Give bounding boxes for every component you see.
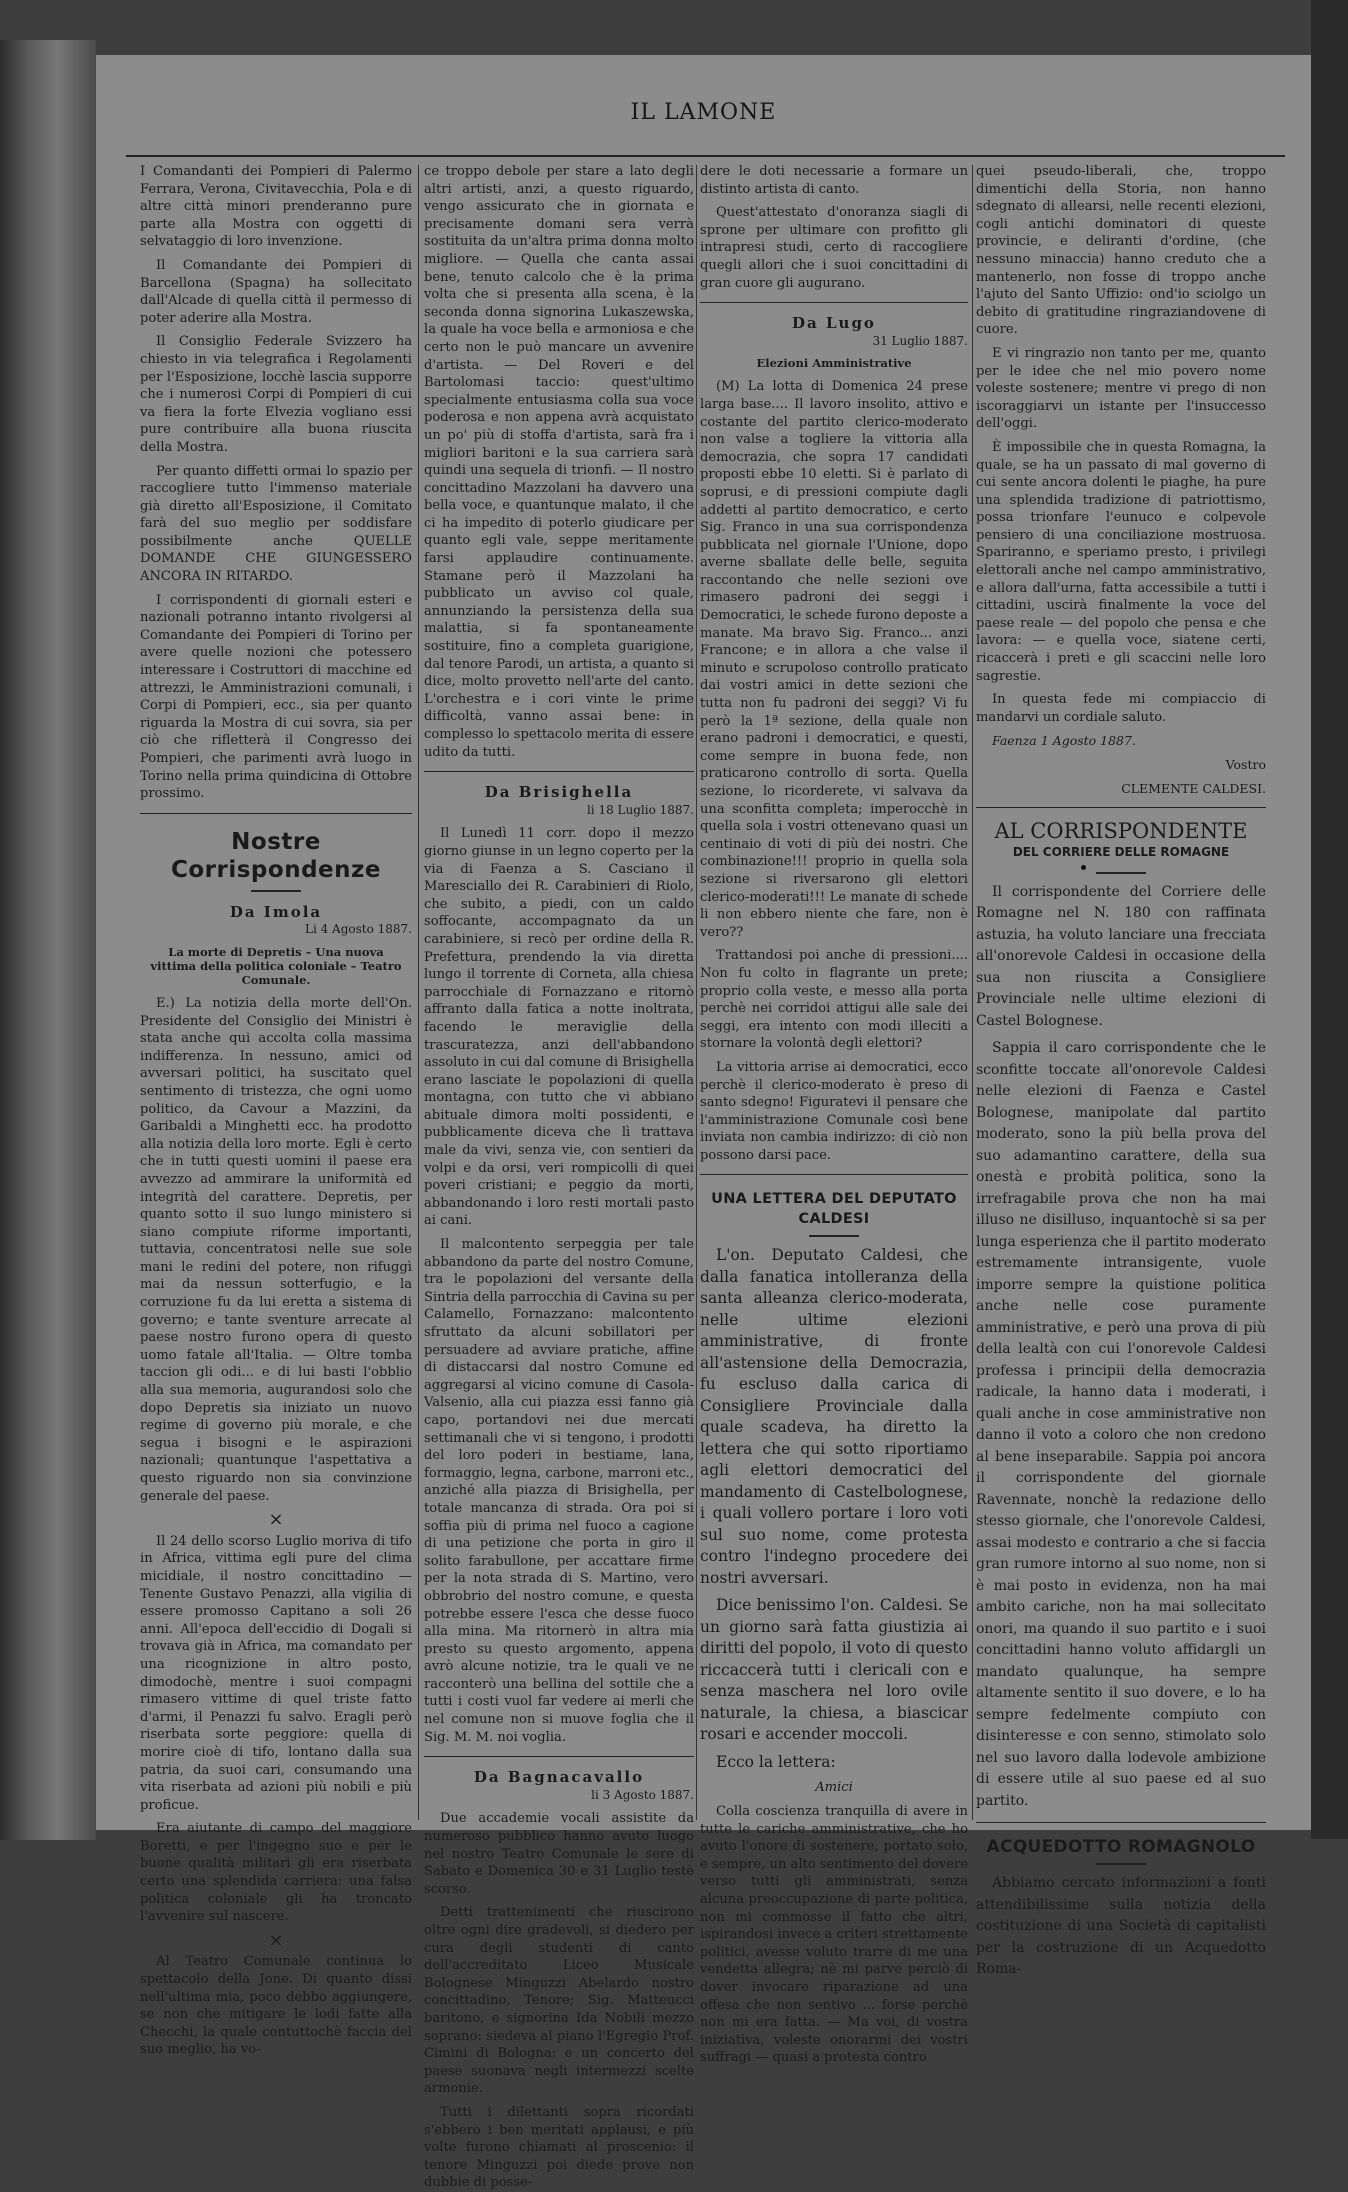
article-paragraph: Tutti i dilettanti sopra ricordati s'ebbero i ben meritati applausi, e più volte furono chiamati al proscenio: il tenore Minguzzi poi diede prove non dubbie di posse- <box>424 2104 694 2191</box>
masthead: IL LAMONE <box>630 100 777 125</box>
section-divider-mark: × <box>268 1929 284 1951</box>
dispatch-date: 31 Luglio 1887. <box>872 333 968 348</box>
section-rule <box>976 1822 1266 1823</box>
title-rule <box>251 890 301 892</box>
article-paragraph: È impossibile che in questa Romagna, la quale, se ha un passato di mal governo di cui sente ancora dolenti le piaghe, ha pure una splendida tradizione di patriottismo, possa trionfare l'eunuco e colpevole pensiero di una conciliazione mostruosa. Spariranno, e speriamo presto, i privilegi elettorali anche nel campo amministrativo, e allora dall'urna, fatta accessibile a tutti i cittadini, uscirà finalmente la voce del paese reale — del popolo che pensa e che lavora: — e quella voce, siatene certi, ricaccerà i preti e gli scaccini nelle loro sagrestie. <box>976 439 1266 684</box>
page-gutter <box>1311 0 1348 1839</box>
article-paragraph: I Comandanti dei Pompieri di Palermo Ferrara, Verona, Civitavecchia, Pola e di altre città minori prenderanno pure parte alla Mostra con oggetti di selvataggio di loro invenzione. <box>140 164 412 250</box>
article-paragraph: Il Lunedì 11 corr. dopo il mezzo giorno giunse in un legno coperto per la via di Faenza a S. Casciano il Maresciallo dei R. Carabinieri di Riolo, che subito, a piedi, con un caldo soffocante, accompagnato da un carabiniere, si recò per ordine della R. Prefettura, prendendo la via diretta lungo il torrente di Corneta, alla chiesa parrocchiale di Fornazzano e ritornò affranto dalla fatica a notte inoltrata, facendo le meraviglie della trascuratezza, anzi dell'abbandono assoluto in cui dal comune di Brisighella erano lasciate le popolazioni di quella montagna, con tutto che vi abbiano abituale dimora molti possidenti, e pubblicamente diceva che lì trattava male da vivi, senza vie, con sentieri da volpi e da orsi, veri rompicolli di quei poveri cristiani; e peggio da morti, abbandonando i loro resti mortali pasto ai cani. <box>424 826 694 1229</box>
column-separator <box>696 165 697 1820</box>
ink-dot <box>1081 865 1086 870</box>
article-paragraph: Due accademie vocali assistite da numeroso pubblico hanno avuto luogo nel nostro Teatro Comunale le sere di Sabato e Domenica 30 e 31 Luglio testè scorso. <box>424 1811 694 1897</box>
article-paragraph: Il corrispondente del Corriere delle Romagne nel N. 180 con raffinata astuzia, ha voluto lanciare una frecciata all'onorevole Caldesi in occasione della sua non riuscita a Consigliere Provinciale nelle ultime elezioni di Castel Bolognese. <box>976 883 1266 1029</box>
header-rule <box>126 155 1285 157</box>
section-rule <box>700 1174 968 1175</box>
article-paragraph: Il malcontento serpeggia per tale abbandono da parte del nostro Comune, tra le popolazioni del versante della Sintria della parrocchia di Cavina su per Calamello, Fornazzano: malcontento sfruttato da alcuni sobillatori per persuadere ad avviare pratiche, affine di distaccarsi dal nostro Comune ed aggregarsi al vicino comune di Casola-Valsenio, alla cui piazza essi fanno già capo, portandovi nei due mercati settimanali che vi si tengono, i prodotti del loro poderi in bestiame, lana, formaggio, legna, carbone, marroni etc., anziché alla piazza di Brisighella, per totale mancanza di strada. Ora poi si soffia più di prima nel fuoco a cagione di una petizione che porta in giro il solito farabullone, per accattare firme per la nota strada di S. Martino, vero obbrobrio del nostro comune, e questa potrebbe essere l'esca che desse fuoco alla mina. Ma ritornerò in altra mia presto su questo argomento, appena avrò alcune notizie, tra le quali ve ne racconterò una bellina del sottile che a tutti i costi vuol far vedere ai merli che nel comune non si muove foglia che il Sig. M. M. noi voglia. <box>424 1237 694 1745</box>
dispatch-date: Li 4 Agosto 1887. <box>304 922 412 937</box>
article-paragraph: In questa fede mi compiaccio di mandarvi un cordiale saluto. <box>976 692 1266 725</box>
article-paragraph: Detti trattenimenti che riuscirono oltre ogni dire gradevoli, si diedero per cura degli studenti di canto dell'accreditato Liceo Musicale Bolognese Minguzzi Abelardo nostro concittadino, Tenore; Sig. Matteucci baritono, e signorina Ida Nobili mezzo soprano: siedeva al piano l'Egregio Prof. Cimini di Bologna: e un concerto del paese suonava negli intermezzi scelte armonie. <box>424 1905 694 2097</box>
article-paragraph: E.) La notizia della morte dell'On. Presidente del Consiglio dei Ministri è stata anche qui accolta colla massima indifferenza. In nessuno, amici od avversari politici, ha suscitato quel sentimento di tristezza, che ogni uomo politico, da Cavour a Mazzini, da Garibaldi a Minghetti ecc. ha prodotto alla notizia della loro morte. Egli è certo che in tutti questi uomini il paese era avvezzo ad ammirare la uniformità ed integrità del carattere. Depretis, per quanto sotto il suo lungo ministero si siano compiute riforme importanti, tuttavia, concentratosi nelle sue sole mani le redini del potere, non rifuggì mai da nessun sotterfugio, e la corruzione fu da lui eretta a sistema di governo; e tante sventure arrecate al paese nostro furono opera di questo uomo fatale all'Italia. — Oltre tomba taccion gli odi... e di lui basti l'obblio alla sua memoria, augurandosi solo che dopo Depretis sia iniziato un nuovo regime di governo più morale, e che segua i bisogni e le aspirazioni nazionali; quantunque l'aspettativa a questo riguardo non sia convinzione generale del paese. <box>140 995 412 1504</box>
article-paragraph: Per quanto diffetti ormai lo spazio per raccogliere tutto l'immenso materiale già diretto all'Esposizione, il Comitato farà del suo meglio per soddisfare possibilmente anche QUELLE DOMANDE CHE GIUNGESSERO ANCORA IN RITARDO. <box>140 463 412 585</box>
article-paragraph: E vi ringrazio non tanto per me, quanto per le idee che nel mio povero nome voleste sostenere; mentre vi prego di non iscoraggiarvi un istante per l'insuccesso dell'oggi. <box>976 345 1266 432</box>
article-paragraph: L'on. Deputato Caldesi, che dalla fanatica intolleranza della santa alleanza clerico-moderata, nelle ultime elezioni amministrative, di fronte all'astensione della Democrazia, fu escluso dalla carica di Consigliere Provinciale dalla quale scadeva, ha diretto la lettera che qui sotto riportiamo agli elettori democratici del mandamento di Castelbolognese, i quali vollero portare i loro voti sul suo nome, come protesta contro l'indegno procedere dei nostri avversari. <box>700 1246 968 1587</box>
dispatch-place: Da Brisighella <box>484 783 634 802</box>
section-title: Nostre Corrispondenze <box>170 828 381 883</box>
section-rule <box>976 807 1266 808</box>
article-subheadline: DEL CORRIERE DELLE ROMAGNE <box>1012 845 1230 860</box>
article-paragraph: I corrispondenti di giornali esteri e nazionali potranno intanto rivolgersi al Comandante dei Pompieri di Torino per avere quelle nozioni che potessero interessare i Costruttori di macchine ed attrezzi, le Amministrazioni comunali, i Corpi di Pompieri, ecc., sia per quanto riguarda la Mostra di cui sovra, sia per ciò che rifletterà il Congresso dei Pompieri, che parimenti avrà luogo in Torino nella prima quindicina di Ottobre prossimo. <box>140 592 412 802</box>
article-paragraph: dere le doti necessarie a formare un distinto artista di canto. <box>700 164 968 197</box>
article-paragraph: La vittoria arrise ai democratici, ecco perchè il clerico-moderato è preso di santo sdegno! Figuratevi il pensare che l'amministrazione Comunale così bene inviata non cambia indirizzo: di ciò non possono darsi pace. <box>700 1059 968 1163</box>
article-paragraph: Colla coscienza tranquilla di avere in tutte le cariche amministrative, che ho avuto l'onore di sostenere, portato solo, e sempre, un alto sentimento del dovere verso tutti gli amministrati, senza alcuna preoccupazione di parte politica, non mi commosse il fatto che altri, ispirandosi invece a criteri strettamente politici, avesse voluto trarre di me una vendetta allegra; nè mi parve perciò di dover invocare riparazione ad una offesa che non sentivo ... forse perchè non mi era fatta. — Ma voi, di vostra iniziativa, voleste onorarmi dei vostri suffragi — quasi a protesta contro <box>700 1804 968 2066</box>
title-rule <box>1096 872 1146 874</box>
article-paragraph: ce troppo debole per stare a lato degli altri artisti, anzi, a questo riguardo, vengo assicurato che in giornata e precisamente domani sera verrà sostituita da un'altra prima donna molto migliore. — Quella che canta assai bene, tenuto calcolo che è la prima volta che si presenta alla scena, è la seconda donna signorina Lukaszewska, la quale ha voce bella e armoniosa e che certo non le può mancare un avvenire d'artista. — Del Roveri e del Bartolomasi taccio: quest'ultimo specialmente entusiasma colla sua voce poderosa e non appena avrà acquistato un po' più di stoffa d'artista, sarà fra i migliori baritoni e la sua carriera sarà quindi una sequela di trionfi. — Il nostro concittadino Mazzolani ha davvero una bella voce, e quantunque malato, il che ci ha impedito di poterlo giudicare per quanto egli vale, seppe meritamente farsi applaudire continuamente. Stamane però il Mazzolani ha pubblicato un avviso col quale, annunziando la persistenza della sua malattia, si fa spontaneamente sostituire, fino a completa guarigione, dal tenore Parodi, un artista, a quanto si dice, molto provetto nell'arte del canto. L'orchestra e i cori vinte le prime difficoltà, vanno assai bene: in complesso lo spettacolo merita di essere udito da tutti. <box>424 164 694 760</box>
letter-signature: CLEMENTE CALDESI. <box>1121 780 1266 796</box>
section-rule <box>424 771 694 772</box>
dispatch-date: li 18 Luglio 1887. <box>586 802 694 817</box>
article-paragraph: Dice benissimo l'on. Caldesi. Se un giorno sarà fatta giustizia ai diritti del popolo, il voto di questo riccaccerà tutti i clericali con e senza maschera nel loro ovile naturale, la chiesa, a biascicar rosari e accender moccoli. <box>700 1596 968 1744</box>
dispatch-place: Da Imola <box>229 902 323 921</box>
article-headline: ACQUEDOTTO ROMAGNOLO <box>986 1837 1256 1858</box>
column-separator <box>418 165 419 1820</box>
article-headline: AL CORRISPONDENTE <box>994 819 1248 844</box>
dispatch-subtitle: La morte di Depretis – Una nuova vittima della politica coloniale – Teatro Comunale. <box>150 944 402 987</box>
article-paragraph: quei pseudo-liberali, che, troppo dimentichi della Storia, non hanno sdegnato di allearsi, nelle recenti elezioni, cogli antichi dominatori di queste provincie, e deliranti d'ordine, (che nessuno minaccia) hanno creduto che a mantenerlo, non fosse di troppo anche l'ajuto del Santo Uffizio: ond'io sciolgo un debito di gratitudine ringraziandovene di cuore. <box>976 164 1266 338</box>
title-rule <box>809 1235 859 1237</box>
article-paragraph: (M) La lotta di Domenica 24 prese larga base.... Il lavoro insolito, attivo e costante del partito clerico-moderato non valse a togliere la vittoria alla democrazia, che sopra 17 candidati proposti ebbe 10 eletti. Si è parlato di soprusi, e di pressioni compiute dagli addetti al partito democratico, e certo Sig. Franco in una sua corrispondenza pubblicata nel giornale l'Unione, dopo averne sballate delle belle, seguita raccontando che nelle sezioni ove rimasero padroni dei seggi i Democratici, le schede furono deposte a manate. Ma bravo Sig. Franco... anzi Francone; e in allora a che valse il minuto e scrupoloso controllo praticato dai vostri amici in dette sezioni che tutta non fu padroni dei seggi? Vi fu però la 1ª sezione, della quale non erano padroni i democratici, e questi, come sempre in buona fede, non praticarono controllo di sorta. Quella sezione, lo ricorderete, vi salvava da una sconfitta completa; imperocchè in quella sola i vostri ottenevano quasi un centinaio di voti di più dei nostri. Che combinazione!!! proprio in quella sola sezione si riversarono gli elettori clerico-moderati!!! Le manate di schede li non ebbero niente che fare, non è vero?? <box>700 379 968 940</box>
section-divider-mark: × <box>268 1509 284 1531</box>
article-paragraph: Era aiutante di campo del maggiore Boretti, e per l'ingegno suo e per le buone qualità militari gli era riserbata certo una splendida carriera: una falsa politica coloniale gli ha troncato l'avvenire sul nascere. <box>140 1821 412 1925</box>
dispatch-place: Da Lugo <box>792 314 876 333</box>
column-1 <box>140 163 412 2058</box>
column-4 <box>976 163 1266 1978</box>
article-paragraph: Il Consiglio Federale Svizzero ha chiesto in via telegrafica i Regolamenti per l'Esposizione, locchè lascia supporre che i numerosi Corpi di Pompieri di cui va fiera la forte Elvezia vogliano essi pure contribuire alla buona riuscita della Mostra. <box>140 334 412 455</box>
article-paragraph: Il 24 dello scorso Luglio moriva di tifo in Africa, vittima egli pure del clima micidiale, il nostro concittadino — Tenente Gustavo Penazzi, alla vigilia di essere promosso Capitano a soli 26 anni. All'epoca dell'eccidio di Dogali si trovava già in Africa, ma comandato per una ricognizione in altro posto, dimodochè, mentre i suoi compagni rimasero vittime di quel triste fatto d'armi, il Penazzi fu salvo. Eragli però riserbata sorte peggiore: quella di morire cioè di tifo, lontano dalla sua patria, da suoi cari, consumando una vita riserbata ad azioni più nobili e più proficue. <box>140 1533 412 1813</box>
dispatch-place: Da Bagnacavallo <box>473 1768 645 1787</box>
column-separator <box>972 165 973 1820</box>
article-paragraph: Abbiamo cercato informazioni a fonti attendibilissime sulla notizia della costituzione di una Società di capitalisti per la costruzione di un Acquedotto Roma- <box>976 1875 1266 1978</box>
dispatch-subtitle: Elezioni Amministrative <box>756 356 912 371</box>
book-binding <box>0 40 96 1840</box>
newspaper-page <box>96 55 1311 2191</box>
section-rule <box>700 302 968 303</box>
article-paragraph: Al Teatro Comunale continua lo spettacolo della Jone. Di quanto dissi nell'ultima mia, poco debbo aggiungere, se non che mitigare le lodi fatte alla Checchi, la quale contuttochè faccia del suo meglio, ha vo- <box>140 1954 412 2058</box>
dispatch-date: li 3 Agosto 1887. <box>591 1787 694 1802</box>
section-rule <box>140 813 412 814</box>
section-rule <box>424 1756 694 1757</box>
title-rule <box>1096 1863 1146 1865</box>
article-paragraph: Quest'attestato d'onoranza siagli di sprone per ultimare con profitto gli intrapresi studi, certo di raccogliere quegli allori che i suoi concittadini di gran cuore gli augurano. <box>700 205 968 291</box>
article-paragraph: Sappia il caro corrispondente che le sconfitte toccate all'onorevole Caldesi nelle elezioni di Faenza e Castel Bolognese, manipolate dal partito moderato, sono la più bella prova del suo adamantino carattere, della sua onestà e probità politica, sono la irrefragabile prova che non ha mai illuso ne disilluso, inquantochè si sa per lunga esperienza che il partito moderato estremamente intransigente, vuole imporre sempre la quistione politica anche nelle cose puramente amministrative, e però una prova di più della lealtà con cui l'onorevole Caldesi professa i principii della democrazia radicale, la hanno data i moderati, i quali anche in cose amministrative non danno il voto a coloro che non credono al bene inseparabile. Sappia poi ancora il corrispondente del giornale Ravennate, nonchè la redazione dello stesso giornale, che l'onorevole Caldesi, assai modesto e contrario a che si faccia gran rumore intorno al suo nome, non si è mai posto in evidenza, non ha mai ambito cariche, non ha mai sollecitato onori, ma quando il suo partito e i suoi concittadini hanno voluto affidargli un mandato qualunque, ha sempre altamente sentito il suo dovere, e lo ha sempre fedelmente compiuto con disinteresse e con senno, stimolato solo nel suo lavoro dalla lodevole ambizione di essere utile al suo paese ed al suo partito. <box>976 1040 1266 1809</box>
article-paragraph: Il Comandante dei Pompieri di Barcellona (Spagna) ha sollecitato dall'Alcade di quella città il permesso di poter aderire alla Mostra. <box>140 257 412 326</box>
article-paragraph: Trattandosi poi anche di pressioni.... Non fu colto in flagrante un prete; proprio colla veste, e messo alla porta perchè nei corridoi attigui alle sale dei seggi, era intento con modi illeciti a stornare la volontà degli elettori? <box>700 948 968 1052</box>
column-3 <box>700 163 968 2066</box>
letter-headline: UNA LETTERA DEL DEPUTATO CALDESI <box>711 1191 957 1228</box>
column-2 <box>424 163 694 2191</box>
letter-closing: Vostro <box>1225 757 1266 772</box>
letter-dateline: Faenza 1 Agosto 1887. <box>992 733 1136 749</box>
letter-salutation: Amici <box>815 1780 853 1796</box>
article-paragraph: Ecco la lettera: <box>716 1752 836 1771</box>
